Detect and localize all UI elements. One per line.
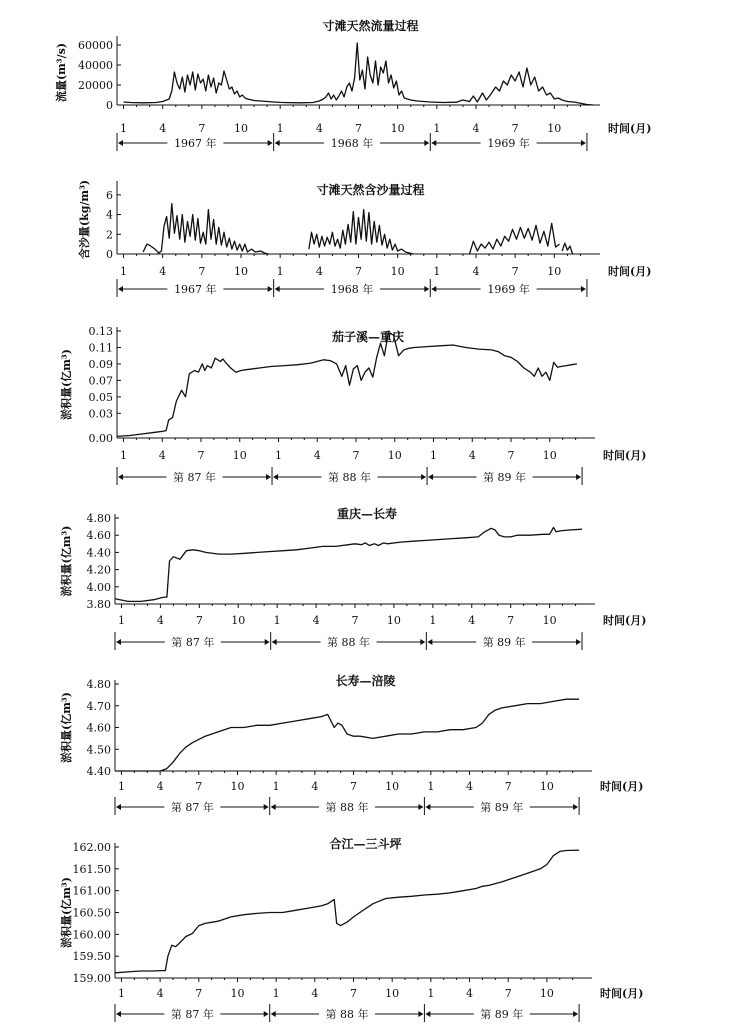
x-tick-label: 4 [311,987,319,1000]
year-label: 第 89 年 [482,636,526,649]
series-line [470,223,560,254]
arrow-right-icon [424,286,429,292]
x-tick-label: 1 [274,449,282,462]
arrow-left-icon [271,1011,276,1017]
y-tick-label: 6 [106,188,113,202]
arrow-left-icon [431,140,436,146]
year-label: 1967 年 [174,283,217,296]
x-tick-label: 7 [195,987,203,1000]
arrow-right-icon [264,1011,269,1017]
y-tick-label: 159.50 [72,950,111,964]
x-tick-label: 10 [390,265,405,278]
series-line [115,850,579,973]
x-tick-label: 7 [507,614,515,627]
arrow-left-icon [116,804,121,810]
y-tick-label: 0.00 [88,432,113,445]
x-tick-label: 10 [234,265,249,278]
arrow-right-icon [268,140,273,146]
x-tick-label: 10 [386,614,401,627]
series-line [562,243,573,254]
x-tick-label: 4 [468,614,476,627]
x-tick-label: 7 [195,614,203,627]
y-tick-label: 4.40 [86,765,111,778]
y-tick-label: 40000 [78,59,113,72]
arrow-right-icon [581,286,586,292]
y-tick-label: 20000 [78,79,113,92]
series-line [143,204,268,254]
arrow-right-icon [424,140,429,146]
year-label: 第 89 年 [480,801,524,814]
y-tick-label: 4 [106,208,113,222]
x-tick-label: 4 [311,780,319,793]
arrow-right-icon [418,804,423,810]
x-tick-label: 10 [385,987,400,1000]
y-tick-label: 60000 [78,39,113,52]
x-tick-label: 7 [352,449,360,462]
arrow-right-icon [576,474,581,480]
arrow-right-icon [576,639,581,645]
y-tick-label: 0 [106,99,113,112]
x-tick-label: 1 [273,614,281,627]
arrow-left-icon [116,639,121,645]
y-tick-label: 161.00 [72,884,111,898]
year-label: 第 88 年 [327,636,371,649]
x-tick-label: 7 [504,987,512,1000]
arrow-left-icon [431,286,436,292]
y-tick-label: 4.60 [86,529,111,543]
arrow-left-icon [118,140,123,146]
x-axis-label: 时间(月) [608,122,652,135]
x-tick-label: 7 [355,122,362,135]
arrow-left-icon [118,474,123,480]
x-tick-label: 1 [120,265,128,278]
x-tick-label: 10 [539,987,554,1000]
y-tick-label: 3.80 [86,598,111,611]
arrow-right-icon [420,639,425,645]
y-tick-label: 4.40 [86,546,111,560]
arrow-left-icon [425,804,430,810]
y-tick-label: 2 [106,228,113,242]
panel-2 [77,180,651,297]
x-tick-label: 4 [472,265,480,278]
x-axis-label: 时间(月) [603,614,647,627]
y-tick-label: 0.07 [88,374,113,388]
x-tick-label: 1 [427,987,435,1000]
arrow-left-icon [272,639,277,645]
x-tick-label: 10 [230,780,245,793]
x-tick-label: 7 [507,449,515,462]
chart-title: 茄子溪—重庆 [331,330,405,344]
panel-5 [59,673,643,815]
x-tick-label: 7 [195,780,203,793]
arrow-right-icon [573,804,578,810]
x-tick-label: 7 [355,265,362,278]
x-tick-label: 10 [385,780,400,793]
y-tick-label: 0.03 [88,407,113,421]
year-label: 第 87 年 [170,1008,214,1021]
x-tick-label: 7 [198,122,206,135]
y-axis-label: 含沙量(kg/m³) [78,179,91,260]
series-line [309,210,413,254]
panel-4 [59,506,646,650]
arrow-left-icon [275,286,280,292]
y-axis-label: 淤积量(亿m³) [60,349,73,420]
arrow-left-icon [271,804,276,810]
y-tick-label: 4.70 [86,699,111,713]
x-tick-label: 10 [542,614,557,627]
arrow-left-icon [427,639,432,645]
arrow-left-icon [116,1011,121,1017]
year-label: 1969 年 [487,137,530,150]
year-label: 第 87 年 [173,471,217,484]
panel-6 [59,836,643,1022]
arrow-right-icon [418,1011,423,1017]
chart-title: 寸滩天然含沙量过程 [316,183,425,197]
x-tick-label: 1 [272,987,280,1000]
chart-title: 合江—三斗坪 [329,837,402,851]
x-tick-label: 1 [117,614,125,627]
year-label: 第 89 年 [483,471,527,484]
x-tick-label: 10 [234,122,249,135]
y-tick-label: 161.50 [72,862,111,876]
arrow-right-icon [581,140,586,146]
arrow-left-icon [273,474,278,480]
y-tick-label: 4.20 [86,563,111,577]
arrow-left-icon [275,140,280,146]
y-tick-label: 0 [106,248,113,261]
x-tick-label: 10 [231,614,246,627]
y-tick-label: 0.13 [88,325,113,338]
x-tick-label: 1 [433,265,441,278]
y-tick-label: 4.50 [86,743,111,757]
x-tick-label: 10 [232,449,247,462]
arrow-right-icon [421,474,426,480]
panel-3 [59,325,646,485]
x-tick-label: 10 [547,122,562,135]
arrow-right-icon [265,639,270,645]
x-tick-label: 4 [159,265,167,278]
year-label: 第 89 年 [480,1008,524,1021]
x-tick-label: 4 [472,122,480,135]
arrow-right-icon [268,286,273,292]
x-tick-label: 7 [197,449,205,462]
y-axis-label: 淤积量(亿m³) [60,877,73,948]
x-tick-label: 4 [312,614,320,627]
x-tick-label: 1 [429,614,437,627]
series-line [117,333,577,437]
y-tick-label: 0.11 [88,341,113,355]
x-tick-label: 7 [504,780,512,793]
arrow-left-icon [428,474,433,480]
y-axis-label: 流量(m³/s) [55,42,68,103]
x-tick-label: 1 [272,780,280,793]
y-tick-label: 4.00 [86,580,111,594]
arrow-right-icon [264,804,269,810]
x-axis-label: 时间(月) [608,265,652,278]
y-axis-label: 淤积量(亿m³) [60,692,73,763]
x-tick-label: 1 [430,449,438,462]
x-tick-label: 7 [351,614,359,627]
x-tick-label: 1 [117,780,125,793]
year-label: 第 87 年 [170,801,214,814]
x-tick-label: 4 [156,614,164,627]
x-tick-label: 4 [156,780,164,793]
x-tick-label: 4 [315,265,323,278]
y-tick-label: 160.50 [72,906,111,920]
x-tick-label: 4 [466,987,474,1000]
y-tick-label: 160.00 [72,928,111,942]
x-tick-label: 10 [387,449,402,462]
x-tick-label: 4 [158,449,166,462]
arrow-left-icon [425,1011,430,1017]
series-line [115,528,582,602]
year-label: 1967 年 [174,137,217,150]
series-line [115,699,579,771]
x-axis-label: 时间(月) [603,449,647,462]
arrow-right-icon [573,1011,578,1017]
x-tick-label: 10 [542,449,557,462]
x-axis-label: 时间(月) [600,987,644,1000]
chart-title: 重庆—长寿 [336,507,398,521]
arrow-left-icon [118,286,123,292]
y-tick-label: 0.09 [88,357,113,371]
y-tick-label: 162.00 [72,841,111,854]
x-tick-label: 10 [539,780,554,793]
x-tick-label: 10 [390,122,405,135]
x-tick-label: 7 [350,780,357,793]
year-label: 1968 年 [330,283,374,296]
x-tick-label: 7 [350,987,357,1000]
series-line [124,43,594,105]
x-tick-label: 4 [468,449,476,462]
x-tick-label: 4 [315,122,323,135]
y-tick-label: 4.80 [86,512,111,525]
x-axis-label: 时间(月) [600,780,644,793]
year-label: 第 88 年 [328,471,372,484]
y-tick-label: 4.80 [86,678,111,691]
y-tick-label: 0.05 [88,390,113,404]
x-tick-label: 4 [156,987,164,1000]
y-tick-label: 4.60 [86,721,111,735]
x-tick-label: 1 [276,265,284,278]
x-tick-label: 1 [119,449,127,462]
x-tick-label: 1 [276,122,284,135]
x-tick-label: 7 [511,265,519,278]
year-label: 1968 年 [330,137,374,150]
year-label: 第 88 年 [325,1008,369,1021]
x-tick-label: 4 [313,449,321,462]
panel-1 [54,18,651,151]
x-tick-label: 1 [117,987,125,1000]
year-label: 第 88 年 [325,801,369,814]
chart-title: 长寿—涪陵 [335,674,396,688]
x-tick-label: 7 [198,265,206,278]
arrow-right-icon [266,474,271,480]
x-tick-label: 1 [433,122,441,135]
x-tick-label: 10 [230,987,245,1000]
x-tick-label: 4 [466,780,474,793]
year-label: 1969 年 [487,283,530,296]
y-tick-label: 159.00 [72,972,111,985]
year-label: 第 87 年 [171,636,215,649]
x-tick-label: 7 [511,122,519,135]
x-tick-label: 1 [427,780,435,793]
x-tick-label: 4 [159,122,167,135]
y-axis-label: 淤积量(亿m³) [60,525,73,597]
x-tick-label: 1 [120,122,128,135]
chart-title: 寸滩天然流量过程 [322,19,419,33]
x-tick-label: 10 [547,265,562,278]
